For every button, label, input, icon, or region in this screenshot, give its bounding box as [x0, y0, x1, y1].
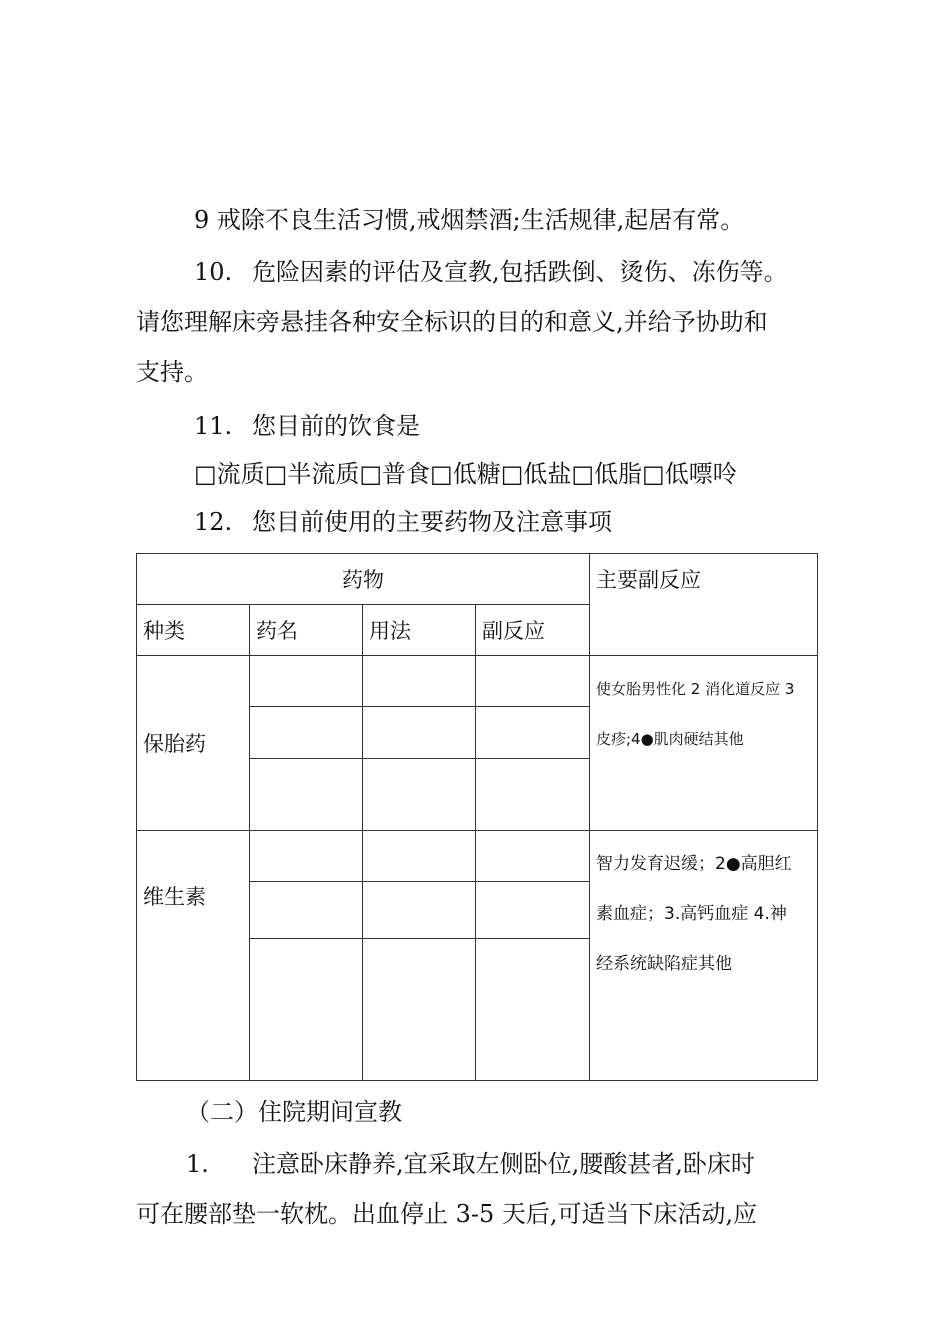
side-effect-cell[interactable]	[476, 831, 590, 882]
side-effect-cell[interactable]	[476, 939, 590, 1081]
paragraph-10-line-3: 支持。	[136, 358, 208, 386]
table-row	[137, 831, 818, 882]
side-effect-cell[interactable]	[476, 882, 590, 939]
paragraph-11-number: 11.	[194, 412, 233, 440]
paragraph-9: 9 戒除不良生活习惯,戒烟禁酒;生活规律,起居有常。	[194, 206, 745, 234]
paragraph-12-number: 12.	[194, 508, 233, 536]
table-header-row	[137, 554, 818, 605]
drug-name-cell[interactable]	[250, 939, 363, 1081]
drug-name-cell[interactable]	[250, 831, 363, 882]
col-side-header: 副反应	[476, 605, 590, 656]
usage-cell[interactable]	[363, 939, 476, 1081]
paragraph-12	[194, 506, 612, 538]
drug-name-cell[interactable]	[250, 759, 363, 831]
paragraph-11	[194, 410, 420, 442]
col-type-header: 种类	[137, 605, 250, 656]
paragraph-11-text: 您目前的饮食是	[252, 412, 420, 440]
section-2-paragraph-1-number: 1.	[186, 1150, 209, 1178]
drug-name-cell[interactable]	[250, 656, 363, 707]
usage-cell[interactable]	[363, 882, 476, 939]
drug-name-cell[interactable]	[250, 707, 363, 759]
side-effect-cell[interactable]	[476, 707, 590, 759]
side-effects-line: 使女胎男性化 2 消化道反应 3	[596, 680, 795, 698]
side-effects-line: 智力发育迟缓；2●高胆红	[596, 854, 792, 874]
header-drug: 药物	[137, 554, 590, 605]
side-effect-cell[interactable]	[476, 656, 590, 707]
side-effects-line: 素血症；3.高钙血症 4.神	[596, 904, 787, 924]
usage-cell[interactable]	[363, 831, 476, 882]
header-side-effects: 主要副反应	[590, 554, 818, 656]
usage-cell[interactable]	[363, 707, 476, 759]
table-row	[137, 656, 818, 707]
medication-table	[136, 553, 818, 1081]
section-2-paragraph-1-line-1	[186, 1148, 755, 1180]
paragraph-10-line-2: 请您理解床旁悬挂各种安全标识的目的和意义,并给予协助和	[136, 308, 768, 336]
side-effects-line: 经系统缺陷症其他	[596, 954, 732, 974]
col-name-header: 药名	[250, 605, 363, 656]
col-usage-header: 用法	[363, 605, 476, 656]
drug-name-cell[interactable]	[250, 882, 363, 939]
side-effects-cell	[590, 656, 818, 831]
paragraph-10-number: 10.	[194, 258, 233, 286]
side-effects-line: 皮疹;4●肌肉硬结其他	[596, 730, 744, 748]
side-effects-cell	[590, 831, 818, 1081]
category-cell: 保胎药	[137, 656, 250, 831]
section-2-paragraph-1-line-2: 可在腰部垫一软枕。出血停止 3-5 天后,可适当下床活动,应	[136, 1200, 758, 1228]
side-effect-cell[interactable]	[476, 759, 590, 831]
paragraph-10-line-1	[194, 256, 788, 288]
diet-options: □流质□半流质□普食□低糖□低盐□低脂□低嘌呤	[194, 460, 737, 488]
paragraph-12-text: 您目前使用的主要药物及注意事项	[252, 508, 612, 536]
section-2-heading: （二）住院期间宣教	[186, 1098, 402, 1126]
usage-cell[interactable]	[363, 759, 476, 831]
usage-cell[interactable]	[363, 656, 476, 707]
paragraph-10-text: 危险因素的评估及宣教,包括跌倒、烫伤、冻伤等。	[252, 258, 788, 286]
category-cell: 维生素	[137, 831, 250, 1081]
section-2-paragraph-1-text: 注意卧床静养,宜采取左侧卧位,腰酸甚者,卧床时	[252, 1150, 755, 1178]
